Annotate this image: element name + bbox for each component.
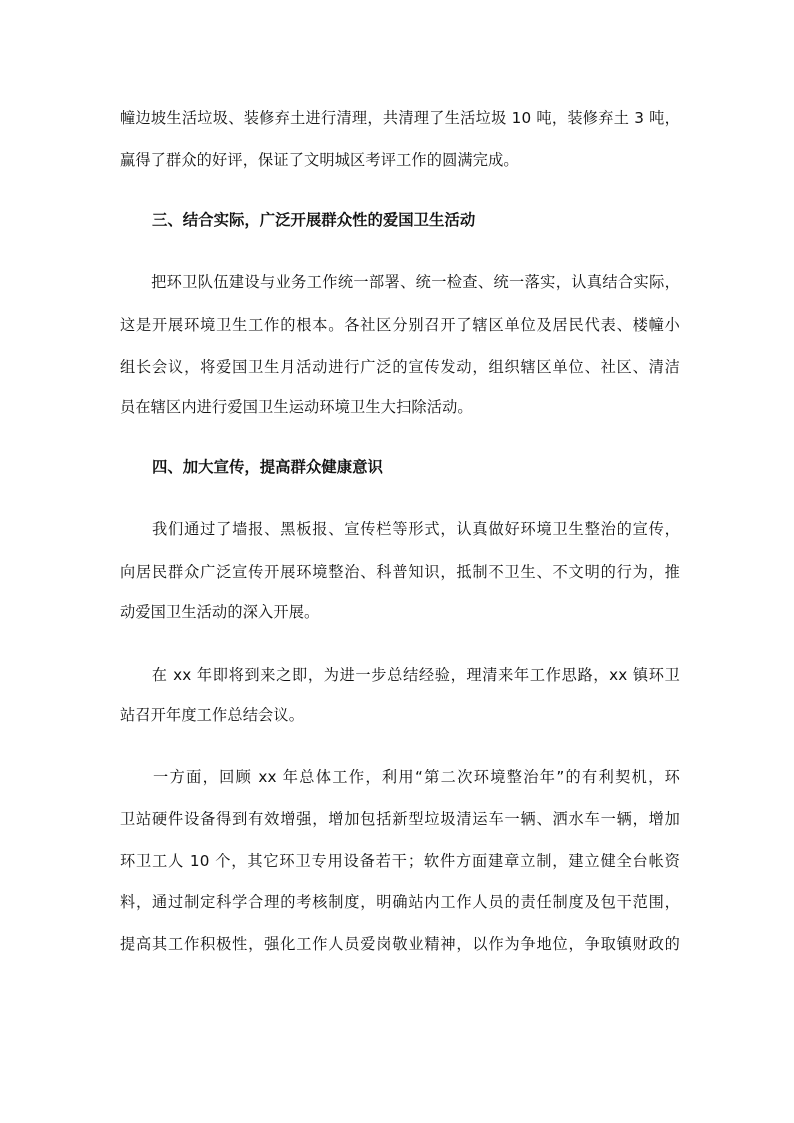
review-paragraph-line-5: 提高其工作积极性，强化工作人员爱岗敬业精神，以作为争地位，争取镇财政的 (120, 935, 680, 953)
section-four-heading: 四、加大宣传，提高群众健康意识 (152, 458, 383, 476)
review-paragraph-line-3: 环卫工人 10 个，其它环卫专用设备若干；软件方面建章立制，建立健全台帐资 (120, 852, 680, 870)
year-end-paragraph-line-2: 站召开年度工作总结会议。 (120, 706, 305, 724)
paragraph-continuation-line-2: 赢得了群众的好评，保证了文明城区考评工作的圆满完成。 (120, 151, 519, 169)
section-three-line-2: 这是开展环境卫生工作的根本。各社区分别召开了辖区单位及居民代表、楼幢小 (120, 316, 680, 334)
section-three-line-1: 把环卫队伍建设与业务工作统一部署、统一检查、统一落实，认真结合实际， (120, 273, 680, 291)
year-end-paragraph-line-1: 在 xx 年即将到来之即，为进一步总结经验，理清来年工作思路，xx 镇环卫 (120, 666, 680, 684)
section-three-heading: 三、结合实际，广泛开展群众性的爱国卫生活动 (152, 211, 476, 229)
review-paragraph-line-2: 卫站硬件设备得到有效增强，增加包括新型垃圾清运车一辆、洒水车一辆，增加 (120, 810, 680, 828)
section-three-line-4: 员在辖区内进行爱国卫生运动环境卫生大扫除活动。 (120, 398, 473, 416)
review-paragraph-line-1: 一方面，回顾 xx 年总体工作，利用“第二次环境整治年”的有利契机，环 (120, 768, 680, 786)
section-four-line-2: 向居民群众广泛宣传开展环境整治、科普知识，抵制不卫生、不文明的行为，推 (120, 563, 680, 581)
paragraph-continuation-line-1: 幢边坡生活垃圾、装修弃土进行清理，共清理了生活垃圾 10 吨，装修弃土 3 吨， (120, 109, 680, 127)
section-three-line-3: 组长会议，将爱国卫生月活动进行广泛的宣传发动，组织辖区单位、社区、清洁 (120, 358, 680, 376)
review-paragraph-line-4: 料，通过制定科学合理的考核制度，明确站内工作人员的责任制度及包干范围， (120, 893, 680, 911)
section-four-line-1: 我们通过了墙报、黑板报、宣传栏等形式，认真做好环境卫生整治的宣传， (120, 520, 680, 538)
section-four-line-3: 动爱国卫生活动的深入开展。 (120, 603, 320, 621)
